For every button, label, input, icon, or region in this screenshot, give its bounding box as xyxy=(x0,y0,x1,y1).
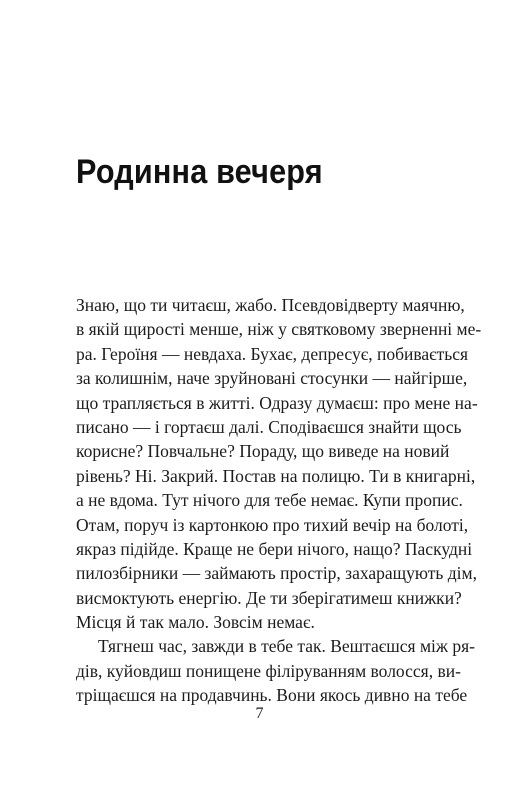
text-line: дів, куйовдиш понищене філіруванням волосся, ви- xyxy=(76,660,461,681)
paragraph-2 xyxy=(76,634,475,707)
text-line: висмоктують енергію. Де ти зберігатимеш книжки? xyxy=(76,587,462,608)
text-line: в якій щирості менше, ніж у святковому зверненні ме- xyxy=(76,319,482,340)
text-line: Отам, поруч із картонкою про тихий вечір на болоті, xyxy=(76,514,469,535)
text-line: Тягнеш час, завжди в тебе так. Вештаєшся між ря- xyxy=(98,636,475,657)
text-line: що трапляється в житті. Одразу думаєш: про мене на- xyxy=(76,392,478,413)
text-line: якраз підійде. Краще не бери нічого, нащо? Паскудні xyxy=(76,538,473,559)
text-line: тріщаєшся на продавчинь. Вони якось дивно на тебе xyxy=(76,685,468,706)
text-line: корисне? Повчальне? Пораду, що виведе на новий xyxy=(76,441,450,462)
page-number: 7 xyxy=(255,705,264,722)
text-line: пилозбірники — займають простір, захаращують дім, xyxy=(76,563,477,584)
body-text xyxy=(76,293,482,708)
text-line: Знаю, що ти читаєш, жабо. Псевдовідверту маячню, xyxy=(76,295,465,315)
text-line: ра. Героїня — невдаха. Бухає, депресує, побивається xyxy=(76,343,469,364)
text-line: Місця й так мало. Зовсім немає. xyxy=(76,612,315,633)
text-line: за колишнім, наче зруйновані стосунки — найгірше, xyxy=(76,368,468,389)
chapter-title: Родинна вечеря xyxy=(76,153,323,191)
text-line: рівень? Ні. Закрий. Постав на полицю. Ти в книгарні, xyxy=(76,465,476,486)
paragraph-1 xyxy=(76,293,482,634)
text-line: а не вдома. Тут нічого для тебе немає. Купи пропис. xyxy=(76,490,463,511)
text-line: писано — і гортаєш далі. Сподіваєшся знайти щось xyxy=(76,416,462,437)
